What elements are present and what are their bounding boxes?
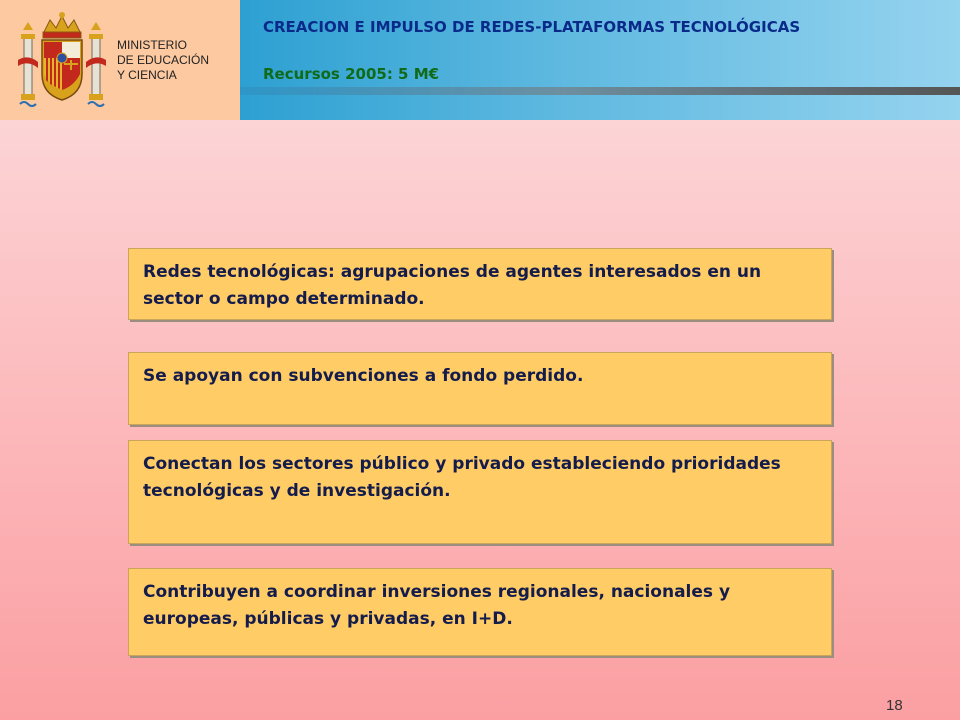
ministry-line: Y CIENCIA (117, 68, 177, 82)
ministry-line: DE EDUCACIÓN (117, 53, 210, 67)
header-rule (240, 87, 960, 95)
ministry-name (117, 38, 209, 83)
info-box-connection: Conectan los sectores público y privado estableciendo prioridades tecnológicas y de investigación. (128, 440, 832, 544)
info-box-coordination: Contribuyen a coordinar inversiones regionales, nacionales y europeas, públicas y privadas, en I+D. (128, 568, 832, 656)
spain-coat-of-arms-icon (10, 8, 114, 112)
page-number: 18 (886, 697, 903, 714)
info-box-definition: Redes tecnológicas: agrupaciones de agentes interesados en un sector o campo determinado. (128, 248, 832, 320)
info-box-funding: Se apoyan con subvenciones a fondo perdido. (128, 352, 832, 425)
page-title: CREACION E IMPULSO DE REDES-PLATAFORMAS TECNOLÓGICAS (263, 18, 801, 36)
ministry-line: MINISTERIO (117, 38, 188, 52)
page-subtitle: Recursos 2005: 5 M€ (263, 65, 440, 83)
